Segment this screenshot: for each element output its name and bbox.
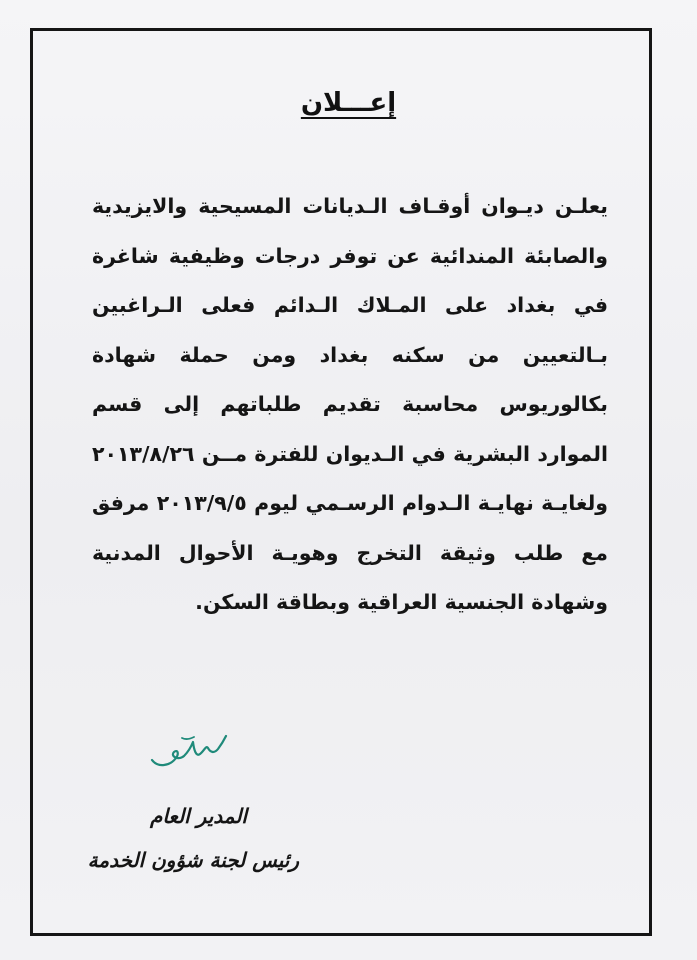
director-general-title: المدير العام	[149, 804, 247, 828]
handwritten-signature	[148, 730, 230, 774]
announcement-body: يعلـن ديـوان أوقـاف الـديانات المسيحية والايزيدية والصابئة المندائية عن توفر درجات وظيفية شاغرة في بغداد على المـلاك الـدائم فعلى الـراغبين بـالتعيين من سكنه بغداد ومن حملة شهادة بكالوريوس محاسبة تقديم طلباتهم إلى قسم الموارد البشرية في الـديوان للفترة مــن ٢٠١٣/٨/٢٦ ولغايـة نهايـة الـدوام الرسـمي ليوم ٢٠١٣/٩/٥ مرفق مع طلب وثيقة التخرج وهويـة الأحوال المدنية وشهادة الجنسية العراقية وبطاقة السكن.	[92, 194, 609, 614]
announcement-title: إعـــلان	[300, 88, 397, 118]
service-affairs-committee-chair: رئيس لجنة شؤون الخدمة	[87, 848, 299, 872]
